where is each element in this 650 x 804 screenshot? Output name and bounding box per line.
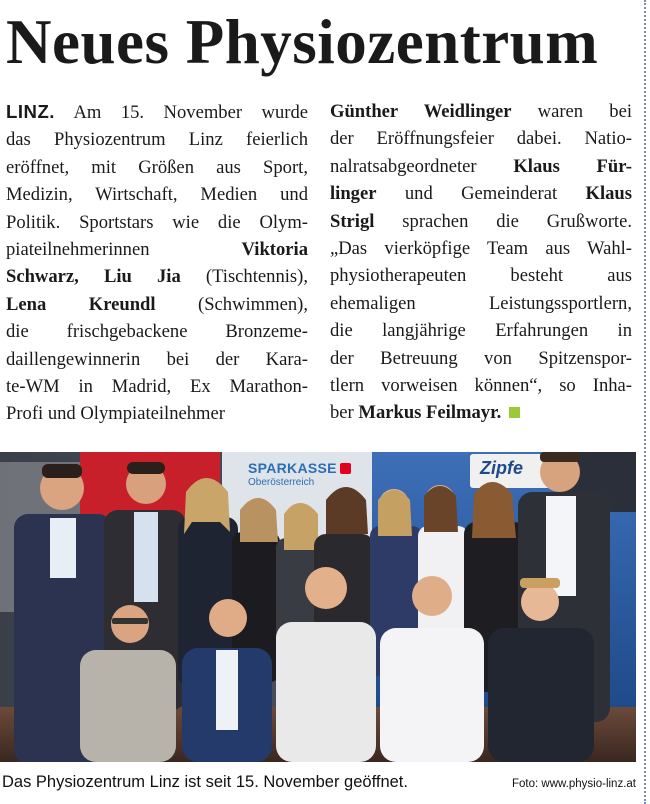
sparkasse-s-icon bbox=[340, 463, 351, 474]
page-rule bbox=[644, 0, 646, 804]
text-run: sprachen die Grußworte. bbox=[374, 210, 632, 232]
text-line bbox=[6, 154, 308, 181]
text-run: und Gemeinderat bbox=[376, 183, 586, 205]
text-line bbox=[330, 180, 632, 207]
text-run: der Eröffnungsfeier dabei. Natio- bbox=[330, 128, 632, 150]
end-mark-icon bbox=[509, 407, 520, 418]
sponsor-region: Oberösterreich bbox=[248, 477, 315, 488]
bold-name: Günther Weidlinger bbox=[330, 101, 512, 122]
dateline: LINZ. bbox=[6, 101, 55, 122]
text-run: eröffnet, mit Größen aus Sport, bbox=[6, 156, 308, 178]
text-run: tlern vorweisen können“, so Inha- bbox=[330, 375, 632, 397]
text-run: Am 15. November wurde bbox=[54, 102, 308, 123]
group-photo bbox=[0, 452, 636, 762]
text-run: (Tischtennis), bbox=[180, 266, 308, 288]
text-run: piateilnehmerinnen bbox=[6, 239, 242, 261]
text-line bbox=[6, 126, 308, 153]
article-column-left bbox=[6, 98, 308, 428]
text-line bbox=[330, 208, 632, 235]
text-line bbox=[330, 317, 632, 344]
photo-credit: Foto: www.physio-linz.at bbox=[512, 778, 636, 790]
text-line bbox=[6, 181, 308, 208]
bold-name: Viktoria bbox=[241, 239, 308, 261]
photo-caption: Das Physiozentrum Linz ist seit 15. November geöffnet. bbox=[2, 773, 408, 791]
bold-name: Lena Kreundl bbox=[6, 293, 156, 315]
text-line bbox=[330, 345, 632, 372]
text-line bbox=[330, 399, 632, 426]
text-line bbox=[330, 372, 632, 399]
bold-name: Klaus bbox=[585, 183, 632, 205]
bold-name: Strigl bbox=[330, 210, 375, 232]
article-column-right bbox=[330, 98, 632, 427]
text-run: ehemaligen Leistungssportlern, bbox=[330, 292, 632, 314]
text-run: daillengewinnerin bei der Kara- bbox=[6, 348, 308, 370]
bold-name: linger bbox=[330, 183, 377, 205]
text-line bbox=[6, 346, 308, 373]
text-run: die frischgebackene Bronzeme- bbox=[6, 321, 308, 343]
text-line bbox=[6, 98, 308, 126]
text-line bbox=[330, 153, 632, 180]
text-run: ber bbox=[330, 402, 359, 424]
text-line bbox=[6, 291, 308, 318]
headline: Neues Physiozentrum bbox=[6, 7, 599, 77]
bold-name: Markus Feilmayr. bbox=[358, 402, 502, 424]
text-run: Medizin, Wirtschaft, Medien und bbox=[6, 184, 308, 206]
bold-name: Klaus Für- bbox=[513, 155, 632, 177]
text-line bbox=[330, 98, 632, 125]
text-run: das Physiozentrum Linz feierlich bbox=[6, 129, 308, 151]
text-run: der Betreuung von Spitzenspor- bbox=[330, 347, 632, 369]
text-run: physiotherapeuten besteht aus bbox=[330, 265, 632, 287]
text-line bbox=[330, 125, 632, 152]
banner-lettering: Zipfe bbox=[480, 458, 523, 478]
text-line bbox=[330, 262, 632, 289]
text-line bbox=[6, 400, 308, 427]
text-run: nalratsabgeordneter bbox=[330, 155, 514, 177]
sponsor-name: SPARKASSE bbox=[248, 460, 337, 476]
text-run: Profi und Olympiateilnehmer bbox=[6, 403, 225, 425]
text-line bbox=[6, 236, 308, 263]
text-line bbox=[330, 235, 632, 262]
text-run: waren bei bbox=[511, 101, 632, 122]
text-line bbox=[6, 373, 308, 400]
bold-name: Schwarz, Liu Jia bbox=[6, 266, 181, 288]
text-line bbox=[6, 209, 308, 236]
text-line bbox=[6, 318, 308, 345]
text-run: die langjährige Erfahrungen in bbox=[330, 320, 632, 342]
text-line bbox=[330, 290, 632, 317]
text-run: te-WM in Madrid, Ex Marathon- bbox=[6, 376, 308, 398]
text-line bbox=[6, 263, 308, 290]
text-run: (Schwimmen), bbox=[155, 293, 308, 315]
sponsor-logo bbox=[248, 460, 360, 500]
text-run: Politik. Sportstars wie die Olym- bbox=[6, 211, 308, 233]
text-run: „Das vierköpfige Team aus Wahl- bbox=[330, 238, 632, 260]
